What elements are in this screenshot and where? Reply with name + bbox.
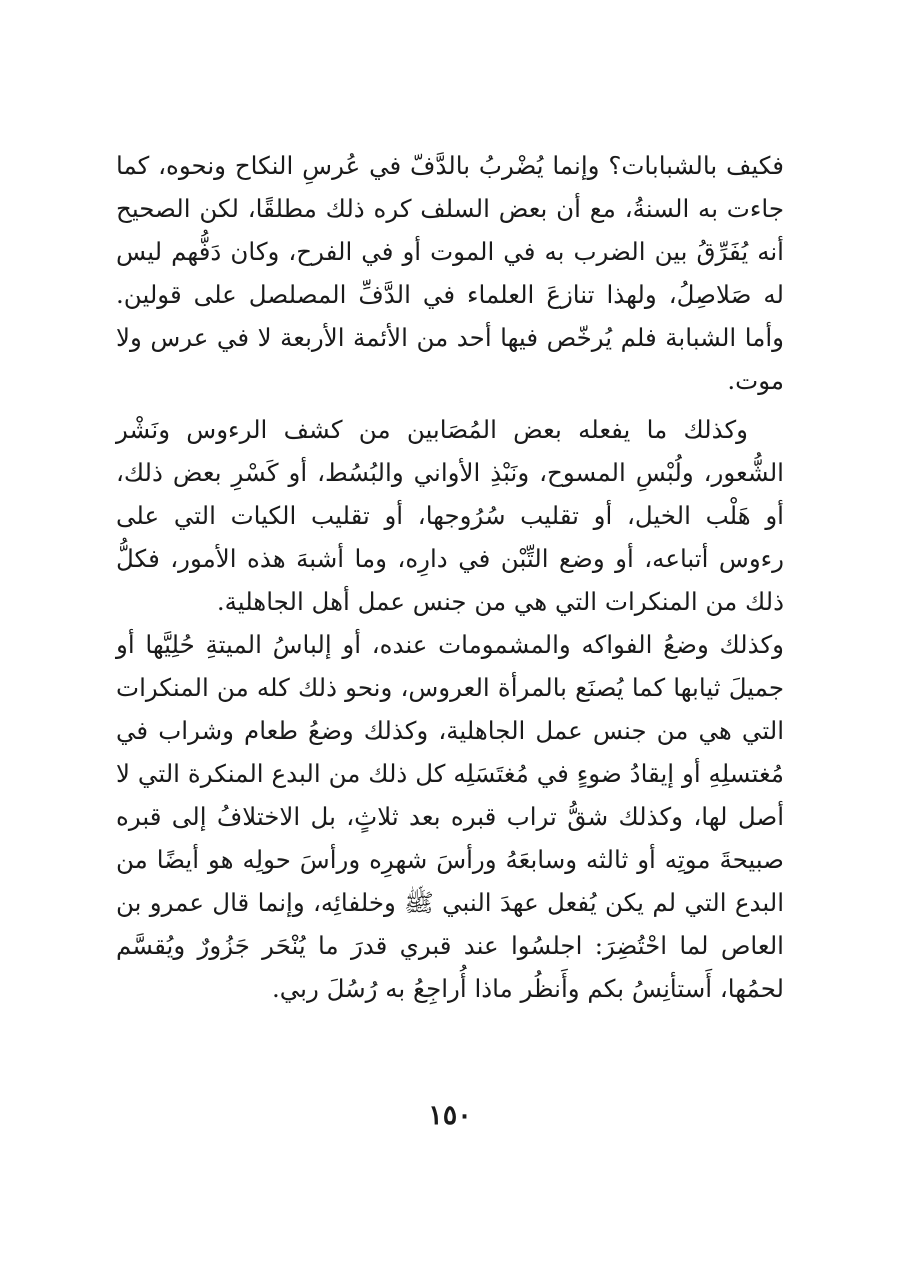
paragraph-2: وكذلك ما يفعله بعض المُصَابين من كشف الرءوس ونَشْر الشُّعور، ولُبْسِ المسوح، ونَبْذِ الأواني والبُسُط، أو كَسْرِ بعض ذلك، أو هَلْب الخيل، أو تقليب سُرُوجها، أو تقليب الكيات التي على رءوس أتباعه، أو وضع التِّبْن في دارِه، وما أشبهَ هذه الأمور، فكلُّ ذلك من المنكرات التي هي من جنس عمل أهل الجاهلية. bbox=[116, 415, 784, 616]
paragraph-block-1 bbox=[116, 144, 784, 402]
paragraph-3: وكذلك وضعُ الفواكه والمشمومات عنده، أو إلباسُ الميتةِ حُلِيَّها أو جميلَ ثيابها كما يُصنَع بالمرأة العروس، ونحو ذلك كله من المنكرات التي هي من جنس عمل الجاهلية، وكذلك وضعُ طعام وشراب في مُغتسلِهِ أو إيقادُ ضوءٍ في مُغتَسَلِه كل ذلك من البدع المنكرة التي لا أصل لها، وكذلك شقُّ تراب قبره بعد ثلاثٍ، بل الاختلافُ إلى قبره صبيحةَ موتِه أو ثالثه وسابعَهُ ورأسَ شهرِه ورأسَ حولِه هو أيضًا من البدع التي لم يكن يُفعل عهدَ النبي ﷺ وخلفائِه، وإنما قال عمرو بن العاص لما احْتُضِرَ: اجلسُوا عند قبري قدرَ ما يُنْحَر جَزُورٌ ويُقسَّم لحمُها، أَستأنِسُ بكم وأَنظُر ماذا أُراجِعُ به رُسُلَ ربي. bbox=[116, 630, 784, 1003]
page-number: ١٥٠ bbox=[428, 1100, 472, 1131]
paragraph-block-2 bbox=[116, 408, 784, 1010]
paragraph-1: فكيف بالشبابات؟ وإنما يُضْربُ بالدَّفّ في عُرسِ النكاح ونحوه، كما جاءت به السنةُ، مع أن بعض السلف كره ذلك مطلقًا، لكن الصحيح أنه يُفَرِّقُ بين الضرب به في الموت أو في الفرح، وكان دَفُّهم ليس له صَلاصِلُ، ولهذا تنازعَ العلماء في الدَّفِّ المصلصل على قولين. وأما الشبابة فلم يُرخّص فيها أحد من الأئمة الأربعة لا في عرس ولا موت. bbox=[116, 151, 784, 395]
